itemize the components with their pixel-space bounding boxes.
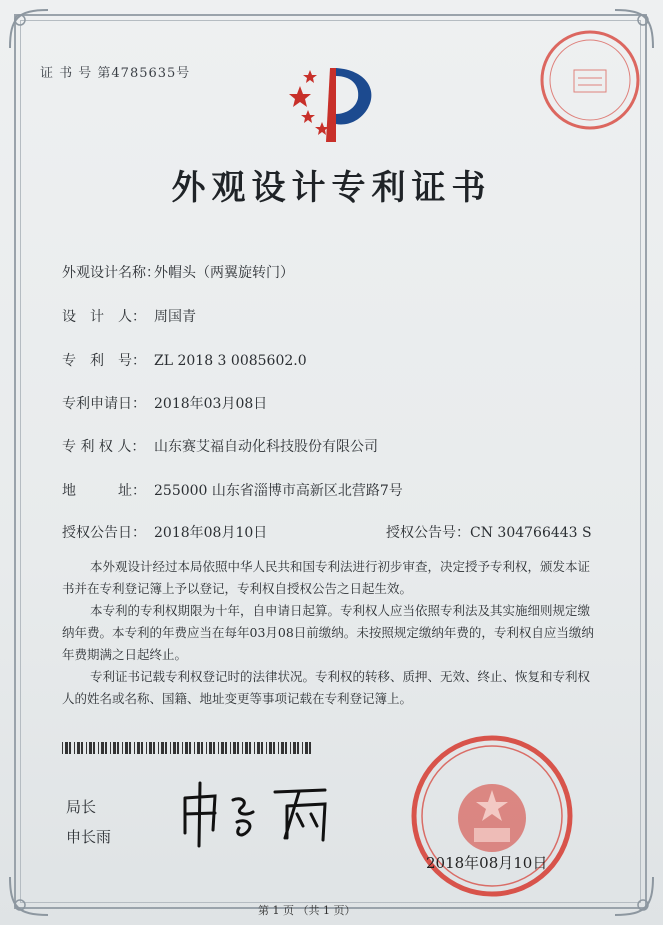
patentee-value: 山东赛艾福自动化科技股份有限公司 [154,439,378,455]
patentee-row [62,436,378,456]
corner-ornament-top-left [8,8,50,50]
agency-seal-stamp [536,26,644,134]
patent-number-label: 专 利 号： [62,353,146,369]
seal-date: 2018年08月10日 [426,854,548,872]
grant-number-value: CN 304766443 S [470,525,592,541]
corner-ornament-bottom-left [8,875,50,917]
certificate-title: 外观设计专利证书 [171,168,492,208]
patent-number-row [62,350,307,370]
design-name-value: 外帽头（两翼旋转门） [154,265,294,281]
paragraph-legal-status: 专利证书记载专利权登记时的法律状况。专利权的转移、质押、无效、终止、恢复和专利权人的姓名或名称、国籍、地址变更等事项记载在专利登记簿上。 [62,669,591,706]
corner-ornament-bottom-right [613,875,655,917]
filing-date-value: 2018年03月08日 [154,396,268,412]
patent-office-emblem-icon [286,60,386,150]
designer-label: 设 计 人： [62,309,146,325]
grant-date-value: 2018年08月10日 [154,525,268,541]
page-footer: 第 1 页 （共 1 页） [258,904,356,917]
paragraph-term-notice: 本专利的专利权期限为十年，自申请日起算。专利权人应当依照专利法及其实施细则规定缴纳年费。本专利的年费应当在每年03月08日前缴纳。未按照规定缴纳年费的，专利权自应当缴纳年费期满之日起终止。 [62,603,594,662]
design-name-row [62,262,294,282]
signatory-name: 申长雨 [66,828,112,846]
filing-date-row [62,393,267,413]
grant-number-row [386,522,592,542]
handwritten-signature [175,778,345,848]
address-value: 255000 山东省淄博市高新区北营路7号 [154,483,403,499]
grant-date-label: 授权公告日： [62,525,146,541]
address-row [62,480,403,500]
designer-value: 周国青 [154,309,196,325]
barcode-strip [62,742,312,754]
national-ip-office-seal-stamp [408,732,576,900]
grant-date-row [62,522,267,542]
designer-row [62,306,196,326]
address-label: 地 址： [62,483,146,499]
patentee-label: 专 利 权 人： [62,439,146,455]
signatory-title: 局长 [66,798,97,816]
filing-date-label: 专利申请日： [62,396,146,412]
patent-number-value: ZL 2018 3 0085602.0 [154,353,307,369]
certificate-number: 证 书 号 第4785635号 [40,66,191,81]
paragraph-grant-notice: 本外观设计经过本局依照中华人民共和国专利法进行初步审查，决定授予专利权，颁发本证书并在专利登记簿上予以登记，专利权自授权公告之日起生效。 [62,559,591,596]
design-name-label: 外观设计名称： [62,265,160,281]
grant-number-label: 授权公告号： [386,525,470,541]
